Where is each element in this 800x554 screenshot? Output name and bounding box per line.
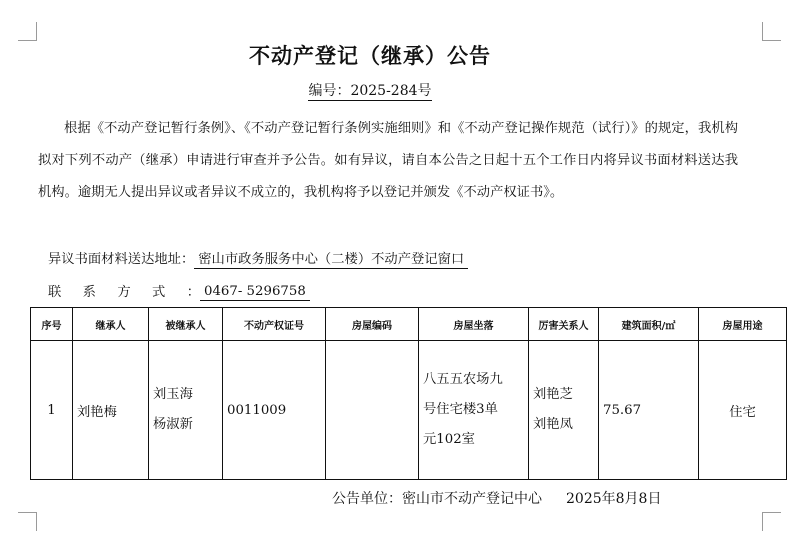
decedent-name: 杨淑新 xyxy=(153,417,193,432)
table-header-row xyxy=(31,308,787,341)
header-index: 序号 xyxy=(31,308,73,341)
corner-mark-top-left xyxy=(18,22,37,41)
location-line: 号住宅楼3单 xyxy=(423,402,498,417)
interested-party-name: 刘艳芝 xyxy=(533,387,573,402)
corner-mark-bottom-right xyxy=(762,512,781,531)
location-line: 元102室 xyxy=(423,432,475,447)
header-decedent: 被继承人 xyxy=(149,308,223,341)
cell-heir: 刘艳梅 xyxy=(73,341,149,480)
contact-phone-value: 0467- 5296758 xyxy=(200,284,310,301)
document-title: 不动产登记（继承）公告 xyxy=(249,44,491,68)
cell-usage: 住宅 xyxy=(699,341,787,480)
notice-footer xyxy=(332,488,661,508)
cell-index: 1 xyxy=(31,341,73,480)
table-row xyxy=(31,341,787,480)
cell-interested-party xyxy=(529,341,599,480)
header-location: 房屋坐落 xyxy=(419,308,529,341)
footer-date: 2025年8月8日 xyxy=(566,491,662,507)
notice-body: 根据《不动产登记暂行条例》、《不动产登记暂行条例实施细则》和《不动产登记操作规范（试行）》的规定，我机构拟对下列不动产（继承）申请进行审查并予公告。如有异议，请自本公告之日起十五个工作日内将异议书面材料送达我机构。逾期无人提出异议或者异议不成立的，我机构将予以登记并颁发《不动产权证书》。 xyxy=(38,121,738,200)
cell-decedent xyxy=(149,341,223,480)
contact-phone-row xyxy=(48,281,310,300)
header-cert-no: 不动产权证号 xyxy=(223,308,326,341)
document-number-text: 编号：2025-284号 xyxy=(308,83,432,99)
corner-mark-top-right xyxy=(762,22,781,41)
notice-table xyxy=(30,307,787,480)
cell-location xyxy=(419,341,529,480)
interested-party-name: 刘艳凤 xyxy=(533,417,573,432)
objection-address-value: 密山市政务服务中心（二楼）不动产登记窗口 xyxy=(194,252,468,269)
header-house-code: 房屋编码 xyxy=(326,308,419,341)
document-number xyxy=(0,80,740,100)
corner-mark-bottom-left xyxy=(18,512,37,531)
cell-area: 75.67 xyxy=(599,341,699,480)
location-line: 八五五农场九 xyxy=(423,372,503,387)
footer-organization: 公告单位：密山市不动产登记中心 xyxy=(332,491,542,507)
objection-address-row xyxy=(48,248,468,267)
cell-house-code xyxy=(326,341,419,480)
header-usage: 房屋用途 xyxy=(699,308,787,341)
cell-cert-no: 0011009 xyxy=(223,341,326,480)
contact-phone-label: 联系方式： xyxy=(48,285,200,300)
header-interested-party: 厉害关系人 xyxy=(529,308,599,341)
objection-address-label: 异议书面材料送达地址： xyxy=(48,252,195,267)
header-heir: 继承人 xyxy=(73,308,149,341)
decedent-name: 刘玉海 xyxy=(153,387,193,402)
header-area: 建筑面积/㎡ xyxy=(599,308,699,341)
